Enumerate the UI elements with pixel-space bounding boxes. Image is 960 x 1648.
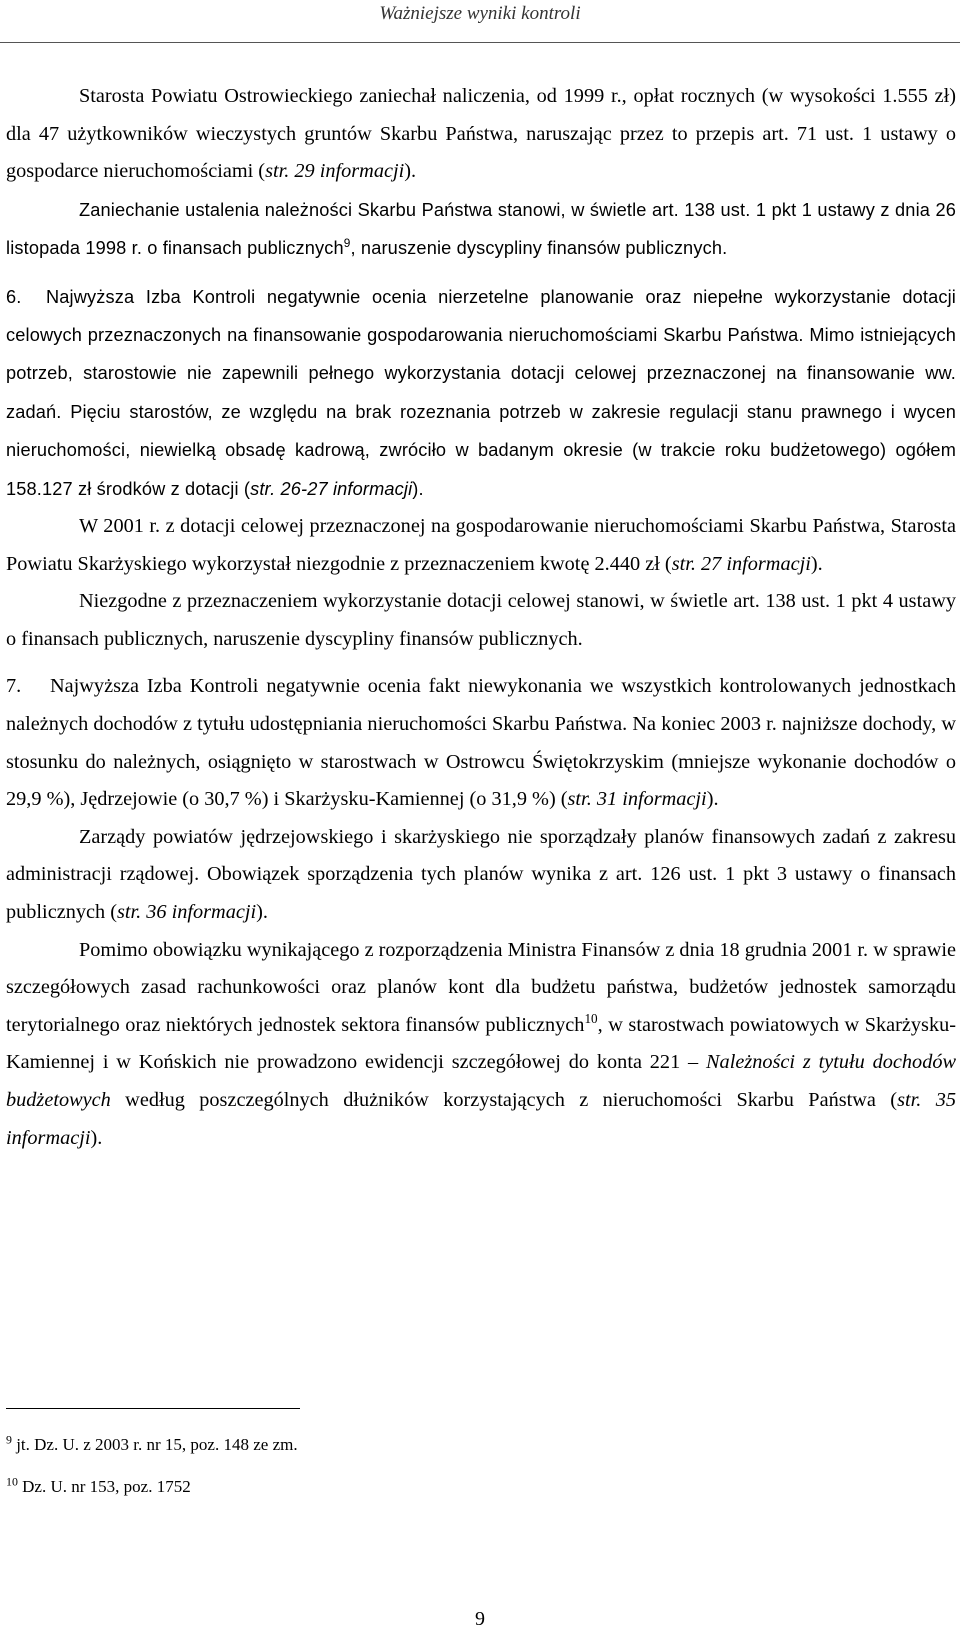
paragraph-8	[6, 932, 956, 1158]
header-title: Ważniejsze wyniki kontroli	[379, 3, 581, 24]
paragraph-8-reference: str. 35 informacji	[6, 1088, 957, 1149]
paragraph-3	[6, 278, 956, 508]
page-header	[0, 0, 960, 44]
paragraph-1-reference: str. 29 informacji	[265, 160, 405, 183]
footnote-ref-10: 10	[584, 1010, 598, 1026]
paragraph-6-end: ).	[706, 788, 719, 811]
footnote-text: jt. Dz. U. z 2003 r. nr 15, poz. 148 ze zm.	[11, 1435, 298, 1454]
footnote-number: 10	[6, 1474, 18, 1489]
paragraph-5	[6, 583, 956, 658]
footnote-10	[6, 1474, 906, 1499]
paragraph-4-reference: str. 27 informacji	[671, 552, 811, 575]
paragraph-4-end: ).	[810, 552, 823, 575]
point-number-6: 6.	[6, 286, 22, 307]
paragraph-2	[6, 191, 956, 268]
paragraph-8-text-c: według poszczególnych dłużników korzystających z nieruchomości Skarbu Państwa (	[110, 1088, 898, 1111]
paragraph-6-text: Najwyższa Izba Kontroli negatywnie ocenia fakt niewykonania we wszystkich kontrolowanych jednostkach należnych dochodów z tytułu udostępniania nieruchomości Skarbu Państwa. Na koniec 2003 r. najniższe dochody, w stosunku do należnych, osiągnięto w starostwach w Ostrowcu Świętokrzyskim (mniejsze wykonanie dochodów o 29,9 %), Jędrzejowie (o 30,7 %) i Skarżysku-Kamiennej (o 31,9 %) (	[6, 675, 956, 811]
paragraph-1-text: Starosta Powiatu Ostrowieckiego zaniechał naliczenia, od 1999 r., opłat rocznych (w wysokości 1.555 zł) dla 47 użytkowników wieczystych gruntów Skarbu Państwa, naruszając przez to przepis art. 71 ust. 1 ustawy o gospodarce nieruchomościami (	[6, 85, 956, 183]
paragraph-7-reference: str. 36 informacji	[116, 900, 257, 923]
footnote-ref-9: 9	[343, 236, 351, 251]
header-rule	[0, 42, 960, 43]
document-body	[6, 78, 956, 1157]
paragraph-4-text: W 2001 r. z dotacji celowej przeznaczonej na gospodarowanie nieruchomościami Skarbu Państwa, Starosta Powiatu Skarżyskiego wykorzystał niezgodnie z przeznaczeniem kwotę 2.440 zł (	[6, 515, 956, 575]
page-number: 9	[475, 1608, 485, 1630]
paragraph-6	[6, 668, 956, 818]
paragraph-7	[6, 819, 956, 932]
paragraph-3-text: Najwyższa Izba Kontroli negatywnie ocenia nierzetelne planowanie oraz niepełne wykorzystanie dotacji celowych przeznaczonych na finansowanie gospodarowania nieruchomościami Skarbu Państwa. Mimo istniejących potrzeb, starostowie nie zapewnili pełnego wykorzystania dotacji celowej przeznaczonej na finansowanie ww. zadań. Pięciu starostów, ze względu na brak rozeznania potrzeb w zakresie regulacji stanu prawnego i wycen nieruchomości, niewielką obsadę kadrową, zwróciło w badanym okresie (w trakcie roku budżetowego) ogółem 158.127 zł środków z dotacji (	[6, 286, 956, 499]
paragraph-8-end: ).	[90, 1126, 103, 1149]
paragraph-3-end: ).	[412, 478, 424, 499]
footnote-9	[6, 1432, 906, 1457]
paragraph-4	[6, 508, 956, 583]
paragraph-3-reference: str. 26-27 informacji	[250, 478, 413, 499]
paragraph-7-end: ).	[256, 900, 268, 923]
paragraph-1-end: ).	[404, 160, 417, 183]
footnote-text: Dz. U. nr 153, poz. 1752	[17, 1477, 191, 1496]
point-number-7: 7.	[6, 675, 22, 698]
footnotes	[6, 1432, 906, 1516]
paragraph-1	[6, 78, 956, 191]
paragraph-6-reference: str. 31 informacji	[567, 788, 707, 811]
footnote-separator	[6, 1408, 300, 1409]
paragraph-8-text-a: Pomimo obowiązku wynikającego z rozporządzenia Ministra Finansów z dnia 18 grudnia 2001 r. w sprawie szczegółowych zasad rachunkowości oraz planów kont dla budżetu państwa, budżetów jednostek samorządu terytorialnego oraz niektórych jednostek sektora finansów publicznych	[6, 938, 956, 1036]
paragraph-5-text: Niezgodne z przeznaczeniem wykorzystanie dotacji celowej stanowi, w świetle art. 138 ust. 1 pkt 4 ustawy o finansach publicznych, naruszenie dyscypliny finansów publicznych.	[6, 590, 956, 650]
paragraph-8-italic-title: Należności z tytułu dochodów budżetowych	[6, 1051, 956, 1111]
paragraph-2-text-b: , naruszenie dyscypliny finansów publicznych.	[350, 238, 728, 259]
footnote-number: 9	[6, 1432, 12, 1447]
paragraph-2-text-a: Zaniechanie ustalenia należności Skarbu Państwa stanowi, w świetle art. 138 ust. 1 pkt 1 ustawy z dnia 26 listopada 1998 r. o finansach publicznych	[6, 199, 956, 259]
paragraph-7-text: Zarządy powiatów jędrzejowskiego i skarżyskiego nie sporządzały planów finansowych zadań z zakresu administracji rządowej. Obowiązek sporządzenia tych planów wynika z art. 126 ust. 1 pkt 3 ustawy o finansach publicznych (	[6, 825, 956, 923]
paragraph-8-text-b: , w starostwach powiatowych w Skarżysku-Kamiennej i w Końskich nie prowadzono ewidencji szczegółowej do konta 221 –	[6, 1013, 956, 1074]
